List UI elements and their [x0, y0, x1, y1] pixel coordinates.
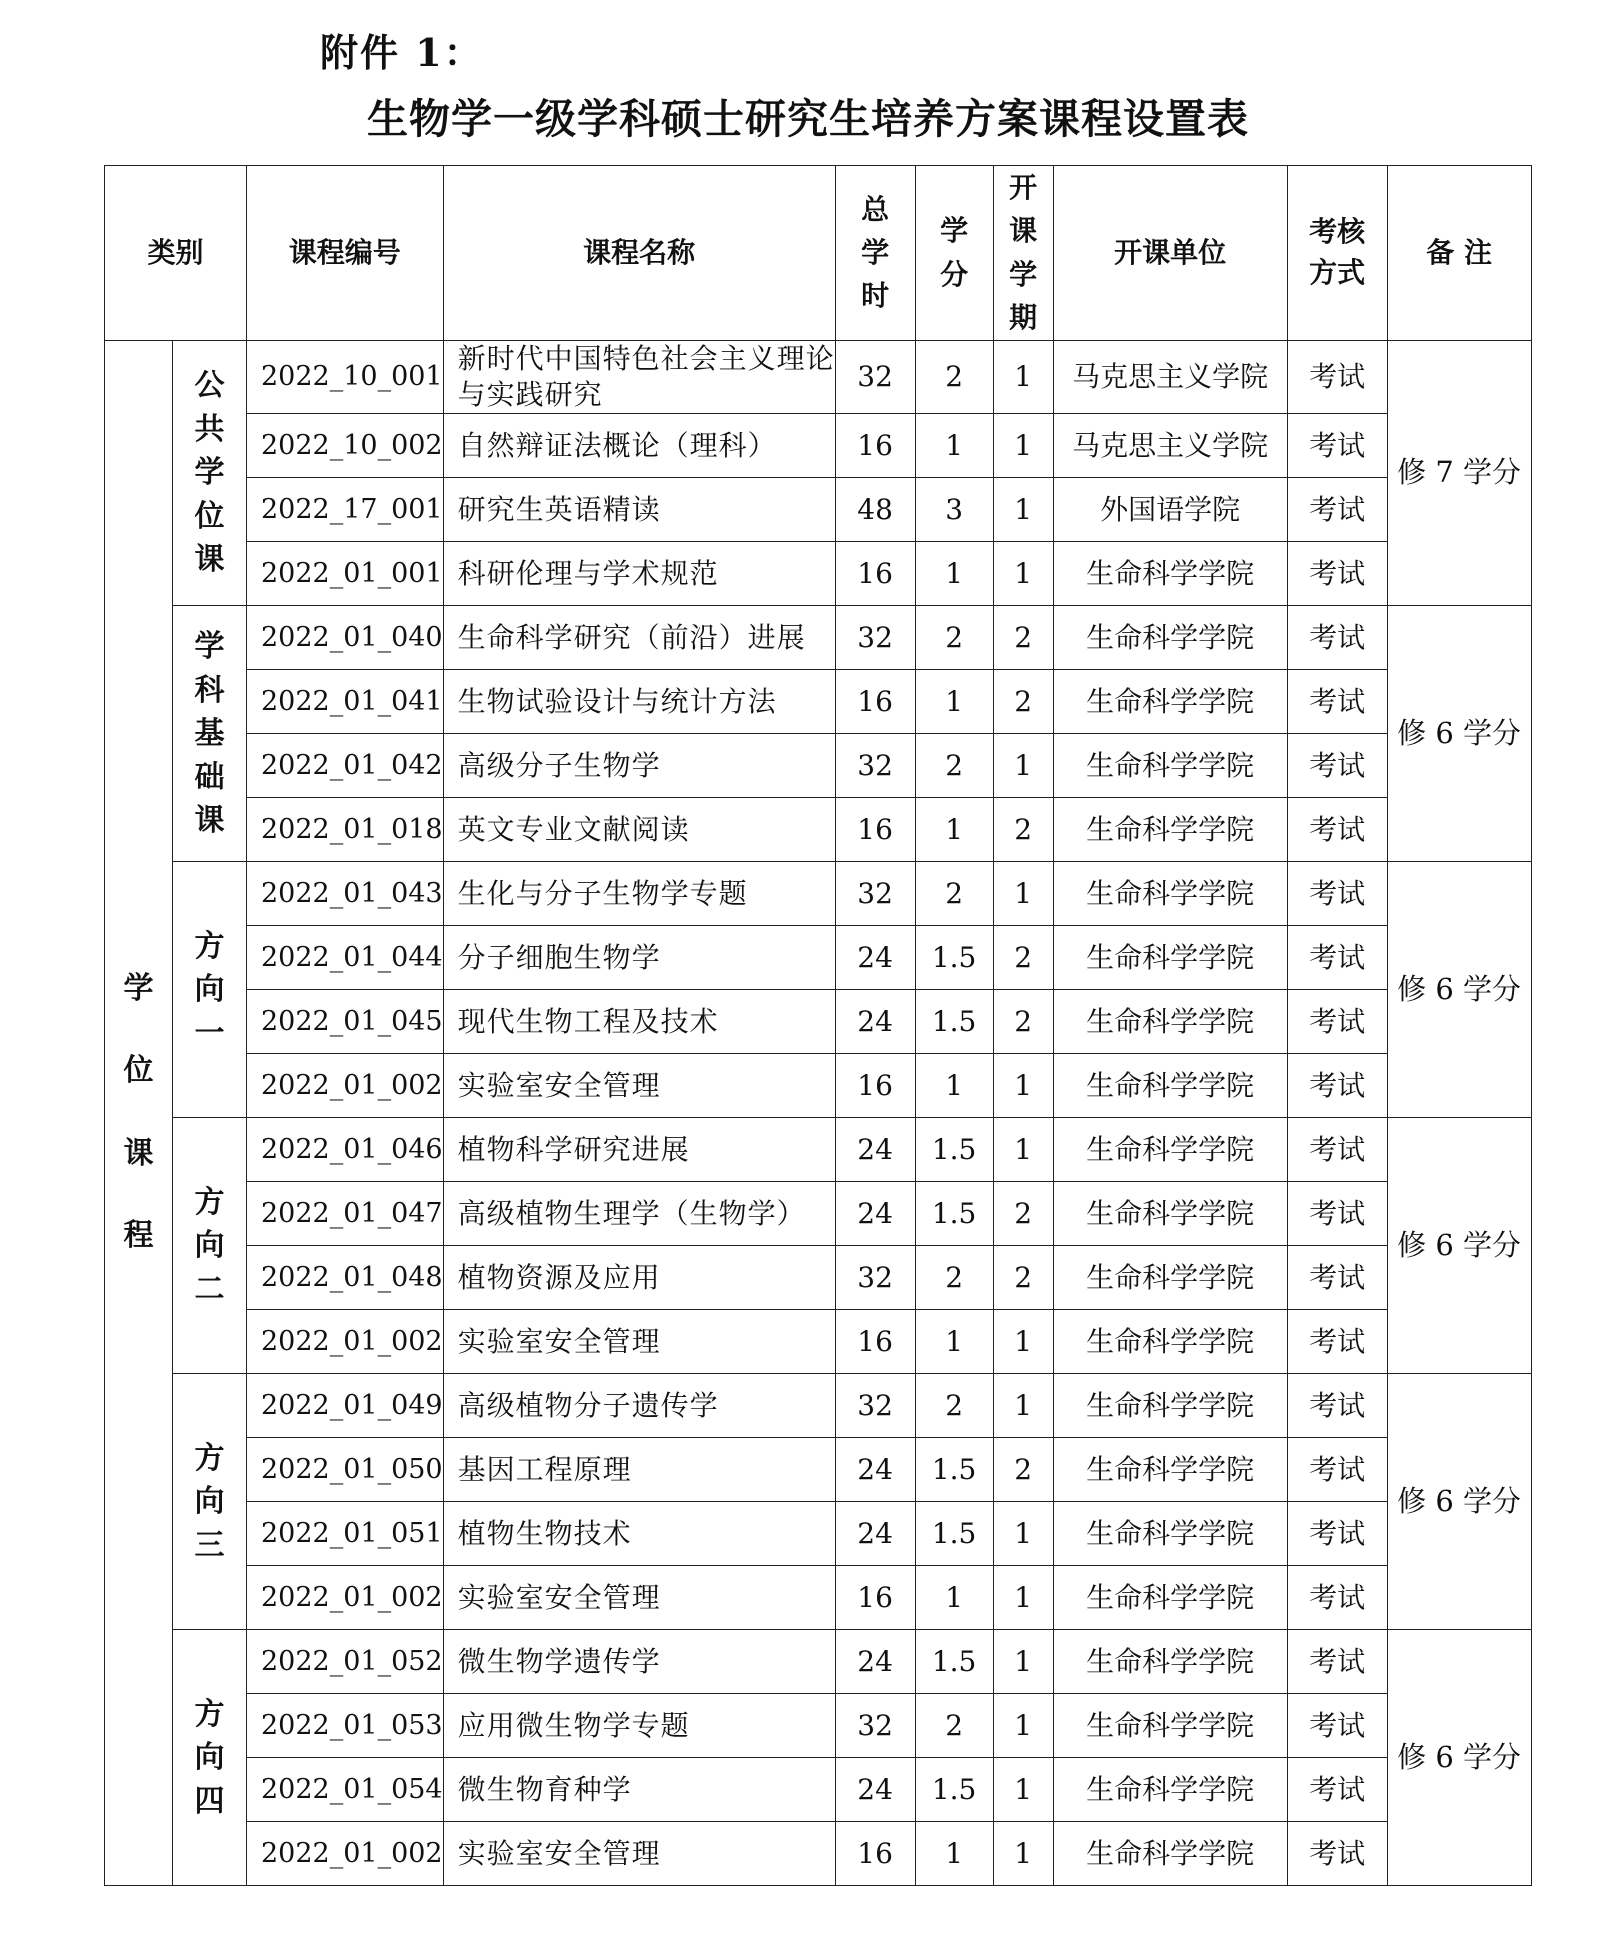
group-category-label: 公共学位课: [194, 368, 225, 578]
course-unit: 生命科学学院: [1053, 990, 1287, 1054]
course-credits: 3: [915, 478, 993, 542]
group-note: 修 7 学分: [1387, 340, 1531, 606]
course-unit: 生命科学学院: [1053, 1438, 1287, 1502]
course-assessment: 考试: [1287, 542, 1387, 606]
group-category-cell: [173, 1630, 247, 1886]
course-code: 2022_10_002: [247, 414, 444, 478]
course-credits: 2: [915, 606, 993, 670]
course-hours: 32: [835, 734, 915, 798]
course-name: 生物试验设计与统计方法: [443, 670, 835, 734]
table-row: [105, 1246, 1532, 1310]
course-term: 2: [993, 606, 1053, 670]
group-category-label: 方向四: [194, 1696, 225, 1819]
group-note: 修 6 学分: [1387, 1374, 1531, 1630]
course-assessment: 考试: [1287, 414, 1387, 478]
course-code: 2022_01_002: [247, 1310, 444, 1374]
group-category-label: 学科基础课: [194, 629, 225, 839]
course-code: 2022_01_001: [247, 542, 444, 606]
group-category-cell: [173, 1374, 247, 1630]
course-code: 2022_01_049: [247, 1374, 444, 1438]
course-credits: 1: [915, 1566, 993, 1630]
course-assessment: 考试: [1287, 340, 1387, 414]
course-unit: 外国语学院: [1053, 478, 1287, 542]
header-hours: [835, 166, 915, 341]
header-category: 类别: [105, 166, 247, 341]
course-hours: 32: [835, 1246, 915, 1310]
course-unit: 生命科学学院: [1053, 1118, 1287, 1182]
course-name: 高级分子生物学: [443, 734, 835, 798]
table-row: [105, 478, 1532, 542]
course-code: 2022_01_052: [247, 1630, 444, 1694]
table-row: [105, 1502, 1532, 1566]
course-term: 2: [993, 990, 1053, 1054]
course-unit: 生命科学学院: [1053, 1502, 1287, 1566]
course-assessment: 考试: [1287, 862, 1387, 926]
course-name: 植物生物技术: [443, 1502, 835, 1566]
course-code: 2022_01_018: [247, 798, 444, 862]
header-assessment-text: 考核方式: [1309, 215, 1366, 289]
course-hours: 32: [835, 1374, 915, 1438]
group-category-cell: [173, 1118, 247, 1374]
course-term: 1: [993, 862, 1053, 926]
course-credits: 1: [915, 1822, 993, 1886]
course-assessment: 考试: [1287, 1054, 1387, 1118]
course-term: 2: [993, 1246, 1053, 1310]
course-assessment: 考试: [1287, 1758, 1387, 1822]
course-hours: 16: [835, 1566, 915, 1630]
header-unit: 开课单位: [1053, 166, 1287, 341]
course-code: 2022_10_001: [247, 340, 444, 414]
course-term: 1: [993, 734, 1053, 798]
course-name: 生命科学研究（前沿）进展: [443, 606, 835, 670]
course-unit: 生命科学学院: [1053, 542, 1287, 606]
course-code: 2022_01_044: [247, 926, 444, 990]
course-hours: 24: [835, 1758, 915, 1822]
course-name: 高级植物分子遗传学: [443, 1374, 835, 1438]
header-name: 课程名称: [443, 166, 835, 341]
course-term: 1: [993, 1054, 1053, 1118]
course-code: 2022_01_050: [247, 1438, 444, 1502]
course-hours: 16: [835, 1310, 915, 1374]
header-note: 备 注: [1387, 166, 1531, 341]
course-hours: 24: [835, 1502, 915, 1566]
course-hours: 32: [835, 862, 915, 926]
course-term: 1: [993, 1310, 1053, 1374]
course-name: 科研伦理与学术规范: [443, 542, 835, 606]
course-hours: 24: [835, 1630, 915, 1694]
header-assessment: [1287, 166, 1387, 341]
course-assessment: 考试: [1287, 734, 1387, 798]
course-credits: 2: [915, 340, 993, 414]
course-credits: 2: [915, 1246, 993, 1310]
course-unit: 生命科学学院: [1053, 606, 1287, 670]
course-credits: 1.5: [915, 990, 993, 1054]
course-code: 2022_01_043: [247, 862, 444, 926]
course-name: 植物科学研究进展: [443, 1118, 835, 1182]
table-row: [105, 990, 1532, 1054]
course-credits: 1.5: [915, 1758, 993, 1822]
course-credits: 1: [915, 1054, 993, 1118]
table-row: [105, 542, 1532, 606]
course-name: 实验室安全管理: [443, 1310, 835, 1374]
table-row: [105, 1694, 1532, 1758]
group-category-label: 方向三: [194, 1440, 225, 1563]
course-unit: 生命科学学院: [1053, 862, 1287, 926]
course-unit: 马克思主义学院: [1053, 340, 1287, 414]
table-row: [105, 1374, 1532, 1438]
table-row: [105, 1118, 1532, 1182]
course-credits: 1: [915, 1310, 993, 1374]
course-term: 2: [993, 670, 1053, 734]
outer-category-cell: [105, 340, 173, 1886]
course-term: 1: [993, 414, 1053, 478]
course-credits: 1: [915, 670, 993, 734]
course-code: 2022_01_053: [247, 1694, 444, 1758]
course-term: 1: [993, 1118, 1053, 1182]
course-table-body: [105, 166, 1532, 1886]
course-unit: 生命科学学院: [1053, 1758, 1287, 1822]
course-name: 英文专业文献阅读: [443, 798, 835, 862]
course-assessment: 考试: [1287, 798, 1387, 862]
course-term: 1: [993, 1694, 1053, 1758]
course-assessment: 考试: [1287, 1118, 1387, 1182]
course-code: 2022_01_047: [247, 1182, 444, 1246]
course-name: 实验室安全管理: [443, 1054, 835, 1118]
table-row: [105, 340, 1532, 414]
group-note: 修 6 学分: [1387, 862, 1531, 1118]
course-credits: 1.5: [915, 1118, 993, 1182]
course-credits: 1.5: [915, 1630, 993, 1694]
table-row: [105, 670, 1532, 734]
course-assessment: 考试: [1287, 478, 1387, 542]
header-credits-text: 学分: [940, 214, 969, 291]
course-term: 1: [993, 340, 1053, 414]
course-hours: 16: [835, 798, 915, 862]
table-row: [105, 1566, 1532, 1630]
course-assessment: 考试: [1287, 1374, 1387, 1438]
course-assessment: 考试: [1287, 1502, 1387, 1566]
course-code: 2022_01_002: [247, 1054, 444, 1118]
course-hours: 16: [835, 1822, 915, 1886]
course-name: 生化与分子生物学专题: [443, 862, 835, 926]
course-assessment: 考试: [1287, 606, 1387, 670]
course-credits: 1.5: [915, 1182, 993, 1246]
header-credits: [915, 166, 993, 341]
course-term: 2: [993, 1438, 1053, 1502]
course-hours: 32: [835, 606, 915, 670]
course-unit: 生命科学学院: [1053, 1054, 1287, 1118]
course-name: 应用微生物学专题: [443, 1694, 835, 1758]
course-assessment: 考试: [1287, 1566, 1387, 1630]
attachment-label: 附件 1：: [320, 30, 484, 75]
course-name: 实验室安全管理: [443, 1566, 835, 1630]
course-credits: 2: [915, 1694, 993, 1758]
course-credits: 1: [915, 542, 993, 606]
group-note: 修 6 学分: [1387, 1118, 1531, 1374]
course-unit: 马克思主义学院: [1053, 414, 1287, 478]
table-row: [105, 734, 1532, 798]
course-code: 2022_01_046: [247, 1118, 444, 1182]
course-name: 现代生物工程及技术: [443, 990, 835, 1054]
course-hours: 32: [835, 1694, 915, 1758]
course-name: 分子细胞生物学: [443, 926, 835, 990]
table-row: [105, 862, 1532, 926]
course-credits: 2: [915, 1374, 993, 1438]
course-term: 2: [993, 1182, 1053, 1246]
course-credits: 1.5: [915, 926, 993, 990]
course-name: 高级植物生理学（生物学）: [443, 1182, 835, 1246]
course-term: 1: [993, 1502, 1053, 1566]
course-assessment: 考试: [1287, 1310, 1387, 1374]
group-category-label: 方向二: [194, 1184, 225, 1307]
course-hours: 24: [835, 1182, 915, 1246]
course-code: 2022_01_045: [247, 990, 444, 1054]
header-hours-text: 总学时: [861, 192, 890, 313]
course-name: 实验室安全管理: [443, 1822, 835, 1886]
table-row: [105, 1630, 1532, 1694]
group-note: 修 6 学分: [1387, 606, 1531, 862]
course-hours: 24: [835, 926, 915, 990]
course-credits: 1: [915, 414, 993, 478]
course-assessment: 考试: [1287, 926, 1387, 990]
course-assessment: 考试: [1287, 1246, 1387, 1310]
course-hours: 24: [835, 1118, 915, 1182]
outer-category-label: 学位课程: [123, 970, 154, 1254]
course-code: 2022_01_048: [247, 1246, 444, 1310]
course-assessment: 考试: [1287, 1630, 1387, 1694]
course-table: [104, 165, 1532, 1886]
course-credits: 1.5: [915, 1502, 993, 1566]
header-term-text: 开课学期: [1009, 171, 1038, 335]
course-hours: 48: [835, 478, 915, 542]
course-term: 1: [993, 1630, 1053, 1694]
course-code: 2022_01_054: [247, 1758, 444, 1822]
course-unit: 生命科学学院: [1053, 734, 1287, 798]
course-code: 2022_01_002: [247, 1822, 444, 1886]
course-term: 1: [993, 478, 1053, 542]
course-hours: 24: [835, 990, 915, 1054]
course-unit: 生命科学学院: [1053, 1310, 1287, 1374]
course-term: 1: [993, 1374, 1053, 1438]
group-category-label: 方向一: [194, 928, 225, 1051]
course-credits: 1: [915, 798, 993, 862]
table-row: [105, 1438, 1532, 1502]
course-assessment: 考试: [1287, 670, 1387, 734]
table-row: [105, 1822, 1532, 1886]
course-code: 2022_01_040: [247, 606, 444, 670]
course-term: 1: [993, 542, 1053, 606]
course-name: 研究生英语精读: [443, 478, 835, 542]
course-hours: 16: [835, 670, 915, 734]
group-category-cell: [173, 340, 247, 606]
course-assessment: 考试: [1287, 1438, 1387, 1502]
table-row: [105, 1310, 1532, 1374]
table-row: [105, 606, 1532, 670]
group-category-cell: [173, 606, 247, 862]
course-name: 微生物育种学: [443, 1758, 835, 1822]
course-code: 2022_17_001: [247, 478, 444, 542]
course-term: 1: [993, 1822, 1053, 1886]
table-row: [105, 414, 1532, 478]
course-unit: 生命科学学院: [1053, 1246, 1287, 1310]
course-unit: 生命科学学院: [1053, 1182, 1287, 1246]
course-unit: 生命科学学院: [1053, 1694, 1287, 1758]
course-assessment: 考试: [1287, 990, 1387, 1054]
course-assessment: 考试: [1287, 1694, 1387, 1758]
course-term: 1: [993, 1566, 1053, 1630]
course-code: 2022_01_041: [247, 670, 444, 734]
table-row: [105, 926, 1532, 990]
course-name: 微生物学遗传学: [443, 1630, 835, 1694]
course-hours: 32: [835, 340, 915, 414]
course-name: 新时代中国特色社会主义理论与实践研究: [443, 340, 835, 414]
course-credits: 2: [915, 734, 993, 798]
course-unit: 生命科学学院: [1053, 1822, 1287, 1886]
course-assessment: 考试: [1287, 1822, 1387, 1886]
course-code: 2022_01_051: [247, 1502, 444, 1566]
course-term: 2: [993, 926, 1053, 990]
course-assessment: 考试: [1287, 1182, 1387, 1246]
course-code: 2022_01_002: [247, 1566, 444, 1630]
course-hours: 16: [835, 542, 915, 606]
header-term: [993, 166, 1053, 341]
course-unit: 生命科学学院: [1053, 1566, 1287, 1630]
course-term: 2: [993, 798, 1053, 862]
course-name: 基因工程原理: [443, 1438, 835, 1502]
course-hours: 16: [835, 414, 915, 478]
group-note: 修 6 学分: [1387, 1630, 1531, 1886]
course-name: 自然辩证法概论（理科）: [443, 414, 835, 478]
table-row: [105, 1054, 1532, 1118]
course-credits: 1.5: [915, 1438, 993, 1502]
group-category-cell: [173, 862, 247, 1118]
table-row: [105, 1758, 1532, 1822]
course-code: 2022_01_042: [247, 734, 444, 798]
course-table-wrapper: [104, 165, 1532, 1886]
course-unit: 生命科学学院: [1053, 670, 1287, 734]
course-hours: 24: [835, 1438, 915, 1502]
course-unit: 生命科学学院: [1053, 926, 1287, 990]
course-unit: 生命科学学院: [1053, 1630, 1287, 1694]
course-credits: 2: [915, 862, 993, 926]
course-hours: 16: [835, 1054, 915, 1118]
course-unit: 生命科学学院: [1053, 1374, 1287, 1438]
table-row: [105, 798, 1532, 862]
header-row: [105, 166, 1532, 341]
header-code: 课程编号: [247, 166, 444, 341]
document-title: 生物学一级学科硕士研究生培养方案课程设置表: [367, 95, 1249, 143]
course-term: 1: [993, 1758, 1053, 1822]
table-row: [105, 1182, 1532, 1246]
course-name: 植物资源及应用: [443, 1246, 835, 1310]
course-unit: 生命科学学院: [1053, 798, 1287, 862]
